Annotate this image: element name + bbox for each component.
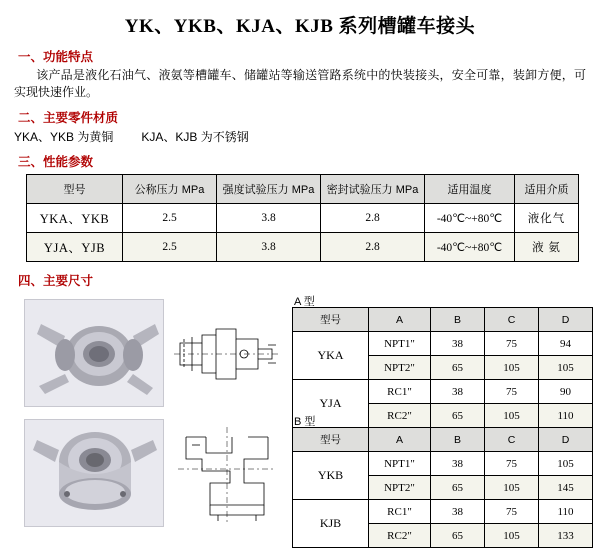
dimension-table-b: [292, 427, 593, 548]
cell-c: 105: [485, 524, 539, 548]
cell-model: YKA: [293, 332, 369, 380]
col-d: D: [539, 428, 593, 452]
cell-b: 65: [431, 404, 485, 428]
cell-temp: -40℃~+80℃: [425, 204, 515, 233]
cell-media: 液化气: [515, 204, 579, 233]
table-header-row: [293, 428, 593, 452]
materials-right: KJA、KJB 为不锈钢: [141, 130, 249, 144]
cell-b: 65: [431, 524, 485, 548]
col-strength-pressure: 强度试验压力 MPa: [217, 175, 321, 204]
product-photo-type-b: [24, 419, 164, 527]
cell-d: 110: [539, 404, 593, 428]
cell-strength: 3.8: [217, 204, 321, 233]
cell-b: 38: [431, 500, 485, 524]
col-media: 适用介质: [515, 175, 579, 204]
performance-table: [26, 174, 579, 262]
col-c: C: [485, 428, 539, 452]
dimension-table-a: [292, 307, 593, 428]
page-title: YK、YKB、KJA、KJB 系列槽罐车接头: [124, 16, 476, 37]
cell-model: KJB: [293, 500, 369, 548]
col-nominal-pressure: 公称压力 MPa: [123, 175, 217, 204]
table-header-row: [293, 308, 593, 332]
cell-model: YKB: [293, 452, 369, 500]
col-d: D: [539, 308, 593, 332]
table-row: [27, 204, 579, 233]
cell-b: 65: [431, 476, 485, 500]
section-heading-performance: 三、性能参数: [18, 155, 94, 169]
cell-d: 94: [539, 332, 593, 356]
cell-c: 75: [485, 332, 539, 356]
cell-d: 110: [539, 500, 593, 524]
cell-model: YJA、YJB: [27, 233, 123, 262]
col-c: C: [485, 308, 539, 332]
cell-nominal: 2.5: [123, 233, 217, 262]
cell-a: RC1": [369, 380, 431, 404]
section-heading-features: 一、功能特点: [18, 50, 94, 64]
type-a-label: A 型: [294, 296, 315, 308]
table-row: [293, 332, 593, 356]
cell-d: 105: [539, 452, 593, 476]
technical-drawing-type-a: [172, 299, 282, 407]
dimension-table-b-wrap: [292, 427, 593, 548]
cell-c: 75: [485, 452, 539, 476]
col-a: A: [369, 308, 431, 332]
cell-model: YJA: [293, 380, 369, 428]
dimension-table-a-wrap: [292, 307, 593, 428]
col-seal-pressure: 密封试验压力 MPa: [321, 175, 425, 204]
cell-c: 75: [485, 500, 539, 524]
col-model: 型号: [293, 308, 369, 332]
technical-drawing-type-b: [172, 419, 282, 527]
cell-a: RC1": [369, 500, 431, 524]
cell-a: NPT1": [369, 332, 431, 356]
cell-d: 145: [539, 476, 593, 500]
cell-seal: 2.8: [321, 233, 425, 262]
cell-a: NPT2": [369, 476, 431, 500]
cell-a: RC2": [369, 404, 431, 428]
cell-c: 75: [485, 380, 539, 404]
cell-temp: -40℃~+80℃: [425, 233, 515, 262]
col-model: 型号: [293, 428, 369, 452]
col-a: A: [369, 428, 431, 452]
cell-media: 液 氨: [515, 233, 579, 262]
col-temperature: 适用温度: [425, 175, 515, 204]
table-row: [293, 500, 593, 524]
cell-d: 105: [539, 356, 593, 380]
features-text: [14, 67, 586, 101]
cell-a: NPT1": [369, 452, 431, 476]
materials-line: [14, 128, 600, 145]
product-photo-type-a: [24, 299, 164, 407]
cell-strength: 3.8: [217, 233, 321, 262]
table-header-row: [27, 175, 579, 204]
type-b-label: B 型: [294, 416, 316, 428]
dimensions-area: [0, 293, 600, 543]
cell-b: 65: [431, 356, 485, 380]
table-row: [293, 380, 593, 404]
section-heading-dimensions: 四、主要尺寸: [18, 274, 94, 288]
table-row: [27, 233, 579, 262]
col-model: 型号: [27, 175, 123, 204]
cell-c: 105: [485, 476, 539, 500]
cell-b: 38: [431, 332, 485, 356]
cell-c: 105: [485, 404, 539, 428]
cell-model: YKA、YKB: [27, 204, 123, 233]
materials-left: YKA、YKB 为黄铜: [14, 130, 114, 144]
cell-a: RC2": [369, 524, 431, 548]
cell-nominal: 2.5: [123, 204, 217, 233]
col-b: B: [431, 308, 485, 332]
table-row: [293, 452, 593, 476]
cell-d: 90: [539, 380, 593, 404]
cell-a: NPT2": [369, 356, 431, 380]
cell-b: 38: [431, 380, 485, 404]
col-b: B: [431, 428, 485, 452]
features-text-content: 该产品是液化石油气、液氨等槽罐车、储罐站等输送管路系统中的快装接头，安全可靠，装卸方便，可实现快速作业。: [14, 68, 586, 99]
cell-b: 38: [431, 452, 485, 476]
cell-seal: 2.8: [321, 204, 425, 233]
cell-c: 105: [485, 356, 539, 380]
section-heading-materials: 二、主要零件材质: [18, 111, 119, 125]
cell-d: 133: [539, 524, 593, 548]
